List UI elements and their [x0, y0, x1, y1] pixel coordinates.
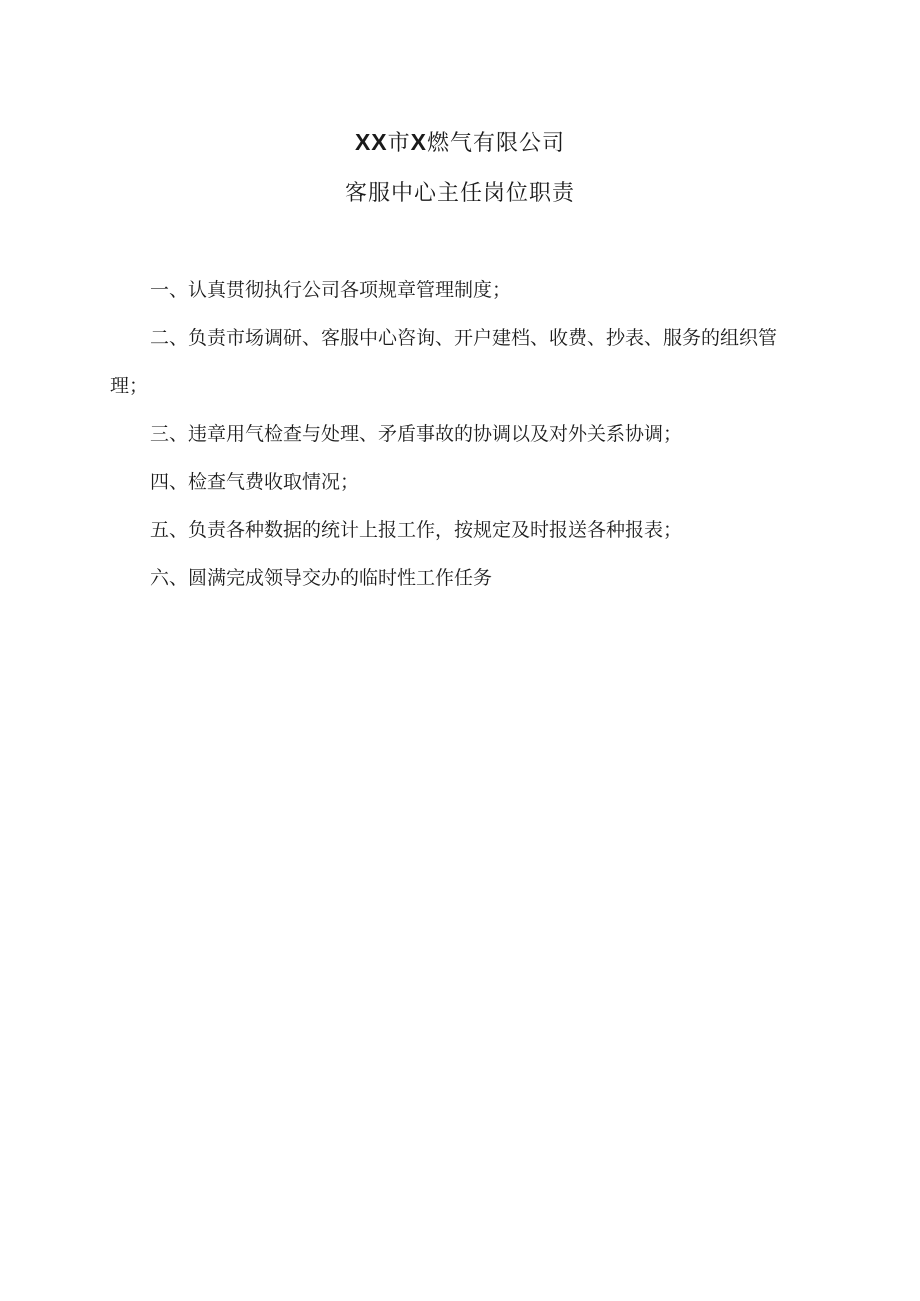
duty-item-5: 五、负责各种数据的统计上报工作，按规定及时报送各种报表； — [150, 519, 683, 541]
company-title-x: X — [410, 129, 428, 155]
duty-item-6: 六、圆满完成领导交办的临时性工作任务 — [150, 567, 493, 589]
title-block — [0, 122, 920, 214]
duty-item-2: 二、负责市场调研、客服中心咨询、开户建档、收费、抄表、服务的组织管理； — [110, 327, 778, 397]
company-title-suffix: 燃气有限公司 — [427, 131, 566, 156]
company-title-prefix: XX — [354, 129, 388, 155]
duty-item-1: 一、认真贯彻执行公司各项规章管理制度； — [150, 279, 512, 301]
company-title-city: 市 — [387, 131, 411, 156]
duty-item-4: 四、检查气费收取情况； — [150, 471, 360, 493]
duty-item-3: 三、违章用气检查与处理、矛盾事故的协调以及对外关系协调； — [150, 423, 683, 445]
document-subtitle: 客服中心主任岗位职责 — [344, 181, 575, 206]
company-title — [0, 122, 920, 162]
document-body — [110, 266, 810, 602]
